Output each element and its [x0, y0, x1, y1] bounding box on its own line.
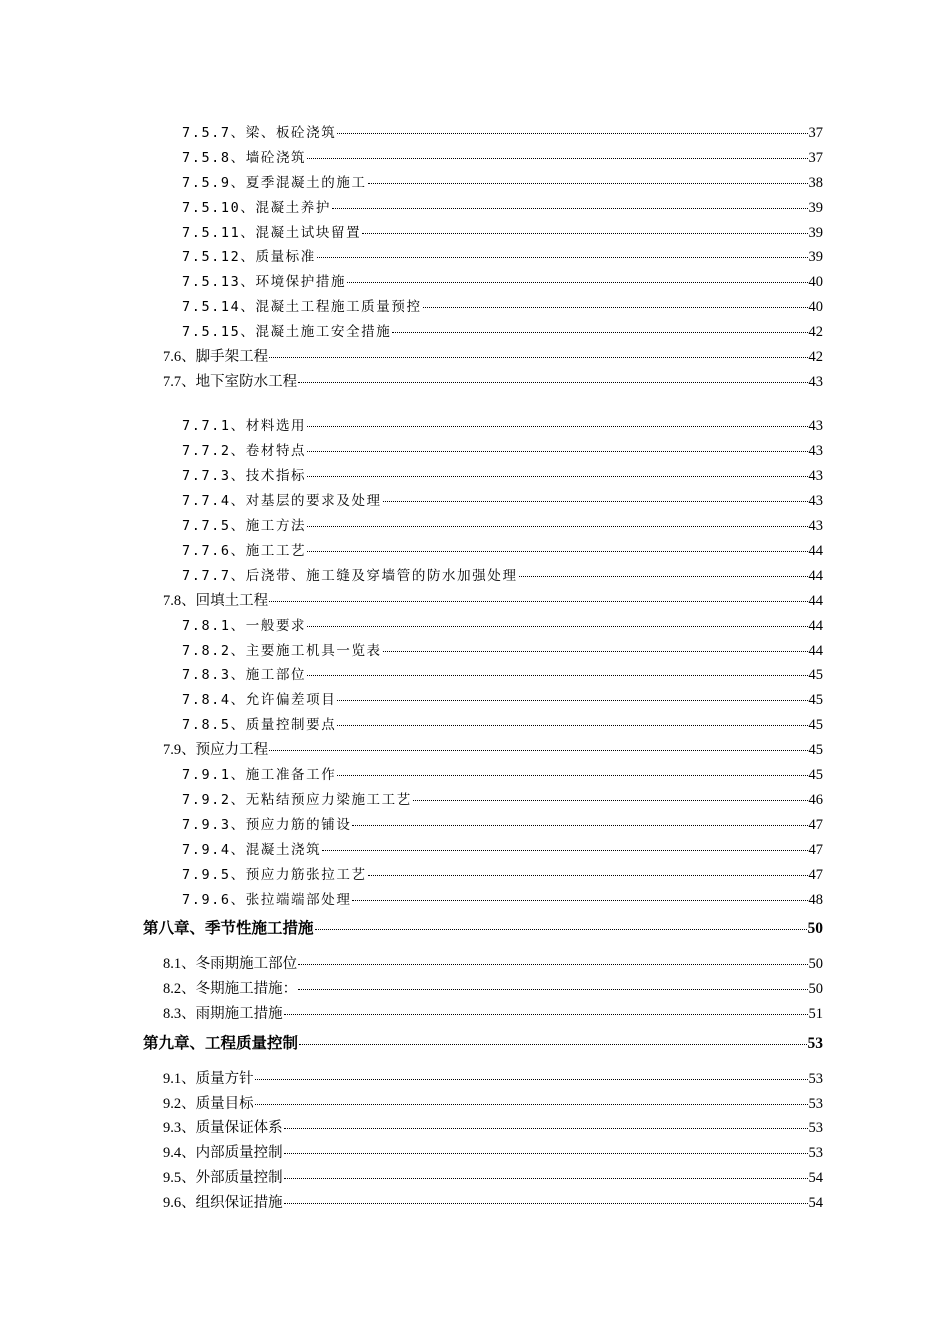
toc-entry[interactable]	[182, 688, 823, 709]
toc-entry-label: 9.2、质量目标	[163, 1096, 254, 1112]
toc-entry-label: 7.7.3、技术指标	[182, 468, 307, 484]
toc-page-number: 48	[808, 892, 823, 908]
toc-page-number: 44	[808, 593, 823, 609]
toc-page-number: 53	[807, 1035, 823, 1052]
toc-page-number: 45	[808, 742, 823, 758]
toc-dot-leader	[383, 638, 808, 653]
toc-entry[interactable]	[182, 245, 823, 266]
toc-page-number: 43	[808, 518, 823, 534]
toc-page-number: 43	[808, 443, 823, 459]
toc-dot-leader	[315, 914, 807, 931]
toc-entry-label: 7.8.1、一般要求	[182, 618, 307, 634]
toc-entry[interactable]	[182, 863, 823, 884]
toc-dot-leader	[413, 787, 808, 802]
toc-page-number: 43	[808, 493, 823, 509]
toc-page-number: 45	[808, 692, 823, 708]
toc-page-number: 42	[808, 324, 823, 340]
toc-dot-leader	[362, 220, 807, 235]
toc-entry[interactable]	[182, 464, 823, 485]
toc-entry[interactable]	[163, 952, 823, 973]
toc-entry-label: 7.5.13、环境保护措施	[182, 274, 347, 290]
toc-page-number: 54	[808, 1170, 823, 1186]
toc-page-number: 53	[808, 1071, 823, 1087]
toc-page-number: 38	[808, 175, 823, 191]
toc-dot-leader	[299, 1029, 806, 1046]
toc-dot-leader	[298, 368, 807, 384]
toc-entry-label: 9.5、外部质量控制	[163, 1170, 283, 1186]
toc-entry[interactable]	[163, 1166, 823, 1187]
toc-dot-leader	[519, 563, 808, 578]
toc-dot-leader	[255, 1065, 808, 1081]
toc-page-number: 44	[808, 643, 823, 659]
toc-entry[interactable]	[182, 221, 823, 242]
toc-entry-label: 7.8、回填土工程	[163, 593, 269, 609]
toc-entry-label: 7.7.5、施工方法	[182, 518, 307, 534]
toc-dot-leader	[307, 463, 807, 478]
toc-page-number: 45	[808, 667, 823, 683]
toc-page-number: 54	[808, 1195, 823, 1211]
toc-entry[interactable]	[163, 370, 823, 391]
toc-entry[interactable]	[182, 813, 823, 834]
toc-entry[interactable]	[163, 345, 823, 366]
toc-entry-label: 第八章、季节性施工措施	[143, 920, 314, 937]
toc-entry-label: 7.9.1、施工准备工作	[182, 767, 337, 783]
toc-dot-leader	[337, 687, 807, 702]
toc-entry-label: 7.6、脚手架工程	[163, 349, 269, 365]
toc-dot-leader	[423, 294, 808, 309]
toc-entry-label: 7.5.12、质量标准	[182, 249, 316, 265]
toc-page-number: 53	[808, 1096, 823, 1112]
toc-dot-leader	[307, 662, 807, 677]
toc-entry[interactable]	[182, 763, 823, 784]
toc-entry-label: 8.3、雨期施工措施	[163, 1006, 283, 1022]
toc-entry-label: 7.5.15、混凝土施工安全措施	[182, 324, 392, 340]
toc-entry-label: 7.7.7、后浇带、施工缝及穿墙管的防水加强处理	[182, 568, 518, 584]
toc-page-number: 40	[808, 274, 823, 290]
toc-entry-label: 7.7.6、施工工艺	[182, 543, 307, 559]
toc-entry[interactable]	[163, 1092, 823, 1113]
toc-dot-leader	[307, 145, 807, 160]
toc-entry[interactable]	[182, 713, 823, 734]
toc-entry[interactable]	[182, 146, 823, 167]
toc-dot-leader	[307, 438, 807, 453]
toc-entry-label: 7.7、地下室防水工程	[163, 374, 298, 390]
toc-dot-leader	[347, 269, 807, 284]
toc-entry-label: 7.7.4、对基层的要求及处理	[182, 493, 382, 509]
toc-page-number: 51	[808, 1006, 823, 1022]
toc-dot-leader	[307, 613, 807, 628]
toc-entry[interactable]	[182, 295, 823, 316]
toc-page-number: 47	[808, 817, 823, 833]
toc-dot-leader	[269, 736, 807, 752]
toc-entry-label: 7.8.3、施工部位	[182, 667, 307, 683]
toc-chapter-entry[interactable]	[143, 916, 823, 938]
toc-entry-label: 7.9、预应力工程	[163, 742, 269, 758]
toc-dot-leader	[352, 887, 807, 902]
toc-dot-leader	[284, 1000, 808, 1016]
toc-entry[interactable]	[182, 439, 823, 460]
toc-entry-label: 7.5.14、混凝土工程施工质量预控	[182, 299, 422, 315]
toc-dot-leader	[307, 413, 807, 428]
toc-entry[interactable]	[182, 788, 823, 809]
toc-entry-label: 7.9.4、混凝土浇筑	[182, 842, 322, 858]
toc-entry-label: 9.6、组织保证措施	[163, 1195, 283, 1211]
toc-entry-label: 7.9.2、无粘结预应力梁施工工艺	[182, 792, 412, 808]
toc-entry-label: 7.5.9、夏季混凝土的施工	[182, 175, 367, 191]
toc-dot-leader	[269, 343, 807, 359]
toc-entry[interactable]	[163, 977, 823, 998]
toc-dot-leader	[307, 538, 807, 553]
toc-page-number: 53	[808, 1120, 823, 1136]
toc-entry-label: 7.5.10、混凝土养护	[182, 200, 331, 216]
toc-page-number: 45	[808, 717, 823, 733]
toc-entry-label: 7.8.4、允许偏差项目	[182, 692, 337, 708]
toc-entry[interactable]	[182, 888, 823, 909]
toc-entry-label: 7.8.2、主要施工机具一览表	[182, 643, 382, 659]
toc-entry[interactable]	[163, 1067, 823, 1088]
toc-dot-leader	[284, 1164, 808, 1180]
toc-entry-label: 7.7.2、卷材特点	[182, 443, 307, 459]
toc-page-number: 43	[808, 418, 823, 434]
toc-chapter-entry[interactable]	[143, 1031, 823, 1053]
toc-entry[interactable]	[182, 320, 823, 341]
toc-page-number: 46	[808, 792, 823, 808]
toc-entry[interactable]	[182, 489, 823, 510]
toc-dot-leader	[337, 120, 807, 135]
toc-entry[interactable]	[182, 414, 823, 435]
toc-entry-label: 7.9.3、预应力筋的铺设	[182, 817, 352, 833]
toc-dot-leader	[317, 244, 808, 259]
toc-page-number: 43	[808, 374, 823, 390]
toc-entry-label: 7.8.5、质量控制要点	[182, 717, 337, 733]
toc-page-number: 44	[808, 618, 823, 634]
toc-entry-label: 7.5.11、混凝土试块留置	[182, 225, 362, 241]
toc-page-number: 43	[808, 468, 823, 484]
toc-entry[interactable]	[182, 171, 823, 192]
toc-dot-leader	[255, 1090, 808, 1106]
toc-dot-leader	[352, 812, 807, 827]
toc-entry[interactable]	[182, 639, 823, 660]
toc-entry[interactable]	[182, 838, 823, 859]
toc-entry[interactable]	[182, 270, 823, 291]
toc-entry-label: 8.1、冬雨期施工部位	[163, 956, 298, 972]
toc-entry[interactable]	[182, 663, 823, 684]
toc-page-number: 53	[808, 1145, 823, 1161]
toc-entry-label: 7.5.7、梁、板砼浇筑	[182, 125, 337, 141]
toc-entry-label: 第九章、工程质量控制	[143, 1035, 299, 1052]
toc-dot-leader	[298, 950, 807, 966]
toc-dot-leader	[368, 862, 808, 877]
toc-page-number: 37	[808, 150, 823, 166]
toc-entry[interactable]	[182, 539, 823, 560]
toc-entry[interactable]	[163, 1141, 823, 1162]
toc-entry[interactable]	[182, 564, 823, 585]
toc-page-number: 40	[808, 299, 823, 315]
toc-page-number: 42	[808, 349, 823, 365]
toc-entry[interactable]	[163, 738, 823, 759]
toc-dot-leader	[392, 319, 807, 334]
toc-page-number: 44	[808, 568, 823, 584]
toc-entry[interactable]	[182, 514, 823, 535]
toc-entry[interactable]	[163, 589, 823, 610]
toc-dot-leader	[368, 170, 808, 185]
toc-dot-leader	[284, 1114, 808, 1130]
toc-entry[interactable]	[182, 614, 823, 635]
toc-entry-label: 7.5.8、墙砼浇筑	[182, 150, 307, 166]
toc-entry-label: 8.2、冬期施工措施：	[163, 981, 298, 997]
toc-page-number: 47	[808, 842, 823, 858]
toc-page-number: 47	[808, 867, 823, 883]
toc-dot-leader	[332, 195, 808, 210]
toc-dot-leader	[284, 1189, 808, 1205]
toc-dot-leader	[269, 587, 807, 603]
toc-dot-leader	[322, 837, 807, 852]
toc-page-number: 50	[807, 920, 823, 937]
toc-entry-label: 7.9.5、预应力筋张拉工艺	[182, 867, 367, 883]
toc-dot-leader	[337, 712, 807, 727]
toc-page-number: 50	[808, 956, 823, 972]
toc-entry[interactable]	[182, 196, 823, 217]
toc-entry[interactable]	[163, 1116, 823, 1137]
toc-entry-label: 9.3、质量保证体系	[163, 1120, 283, 1136]
toc-entry[interactable]	[182, 121, 823, 142]
toc-page-number: 39	[808, 249, 823, 265]
toc-page-number: 50	[808, 981, 823, 997]
toc-dot-leader	[337, 762, 807, 777]
toc-page-number: 39	[808, 200, 823, 216]
toc-entry-label: 9.1、质量方针	[163, 1071, 254, 1087]
toc-entry[interactable]	[163, 1191, 823, 1212]
toc-page-number: 39	[808, 225, 823, 241]
toc-entry[interactable]	[163, 1002, 823, 1023]
toc-dot-leader	[383, 488, 808, 503]
toc-dot-leader	[284, 1139, 808, 1155]
toc-page-number: 44	[808, 543, 823, 559]
toc-page-number: 37	[808, 125, 823, 141]
toc-dot-leader	[307, 513, 807, 528]
toc-entry-label: 9.4、内部质量控制	[163, 1145, 283, 1161]
toc-dot-leader	[298, 975, 807, 991]
toc-entry-label: 7.9.6、张拉端端部处理	[182, 892, 352, 908]
toc-entry-label: 7.7.1、材料选用	[182, 418, 307, 434]
toc-page-number: 45	[808, 767, 823, 783]
